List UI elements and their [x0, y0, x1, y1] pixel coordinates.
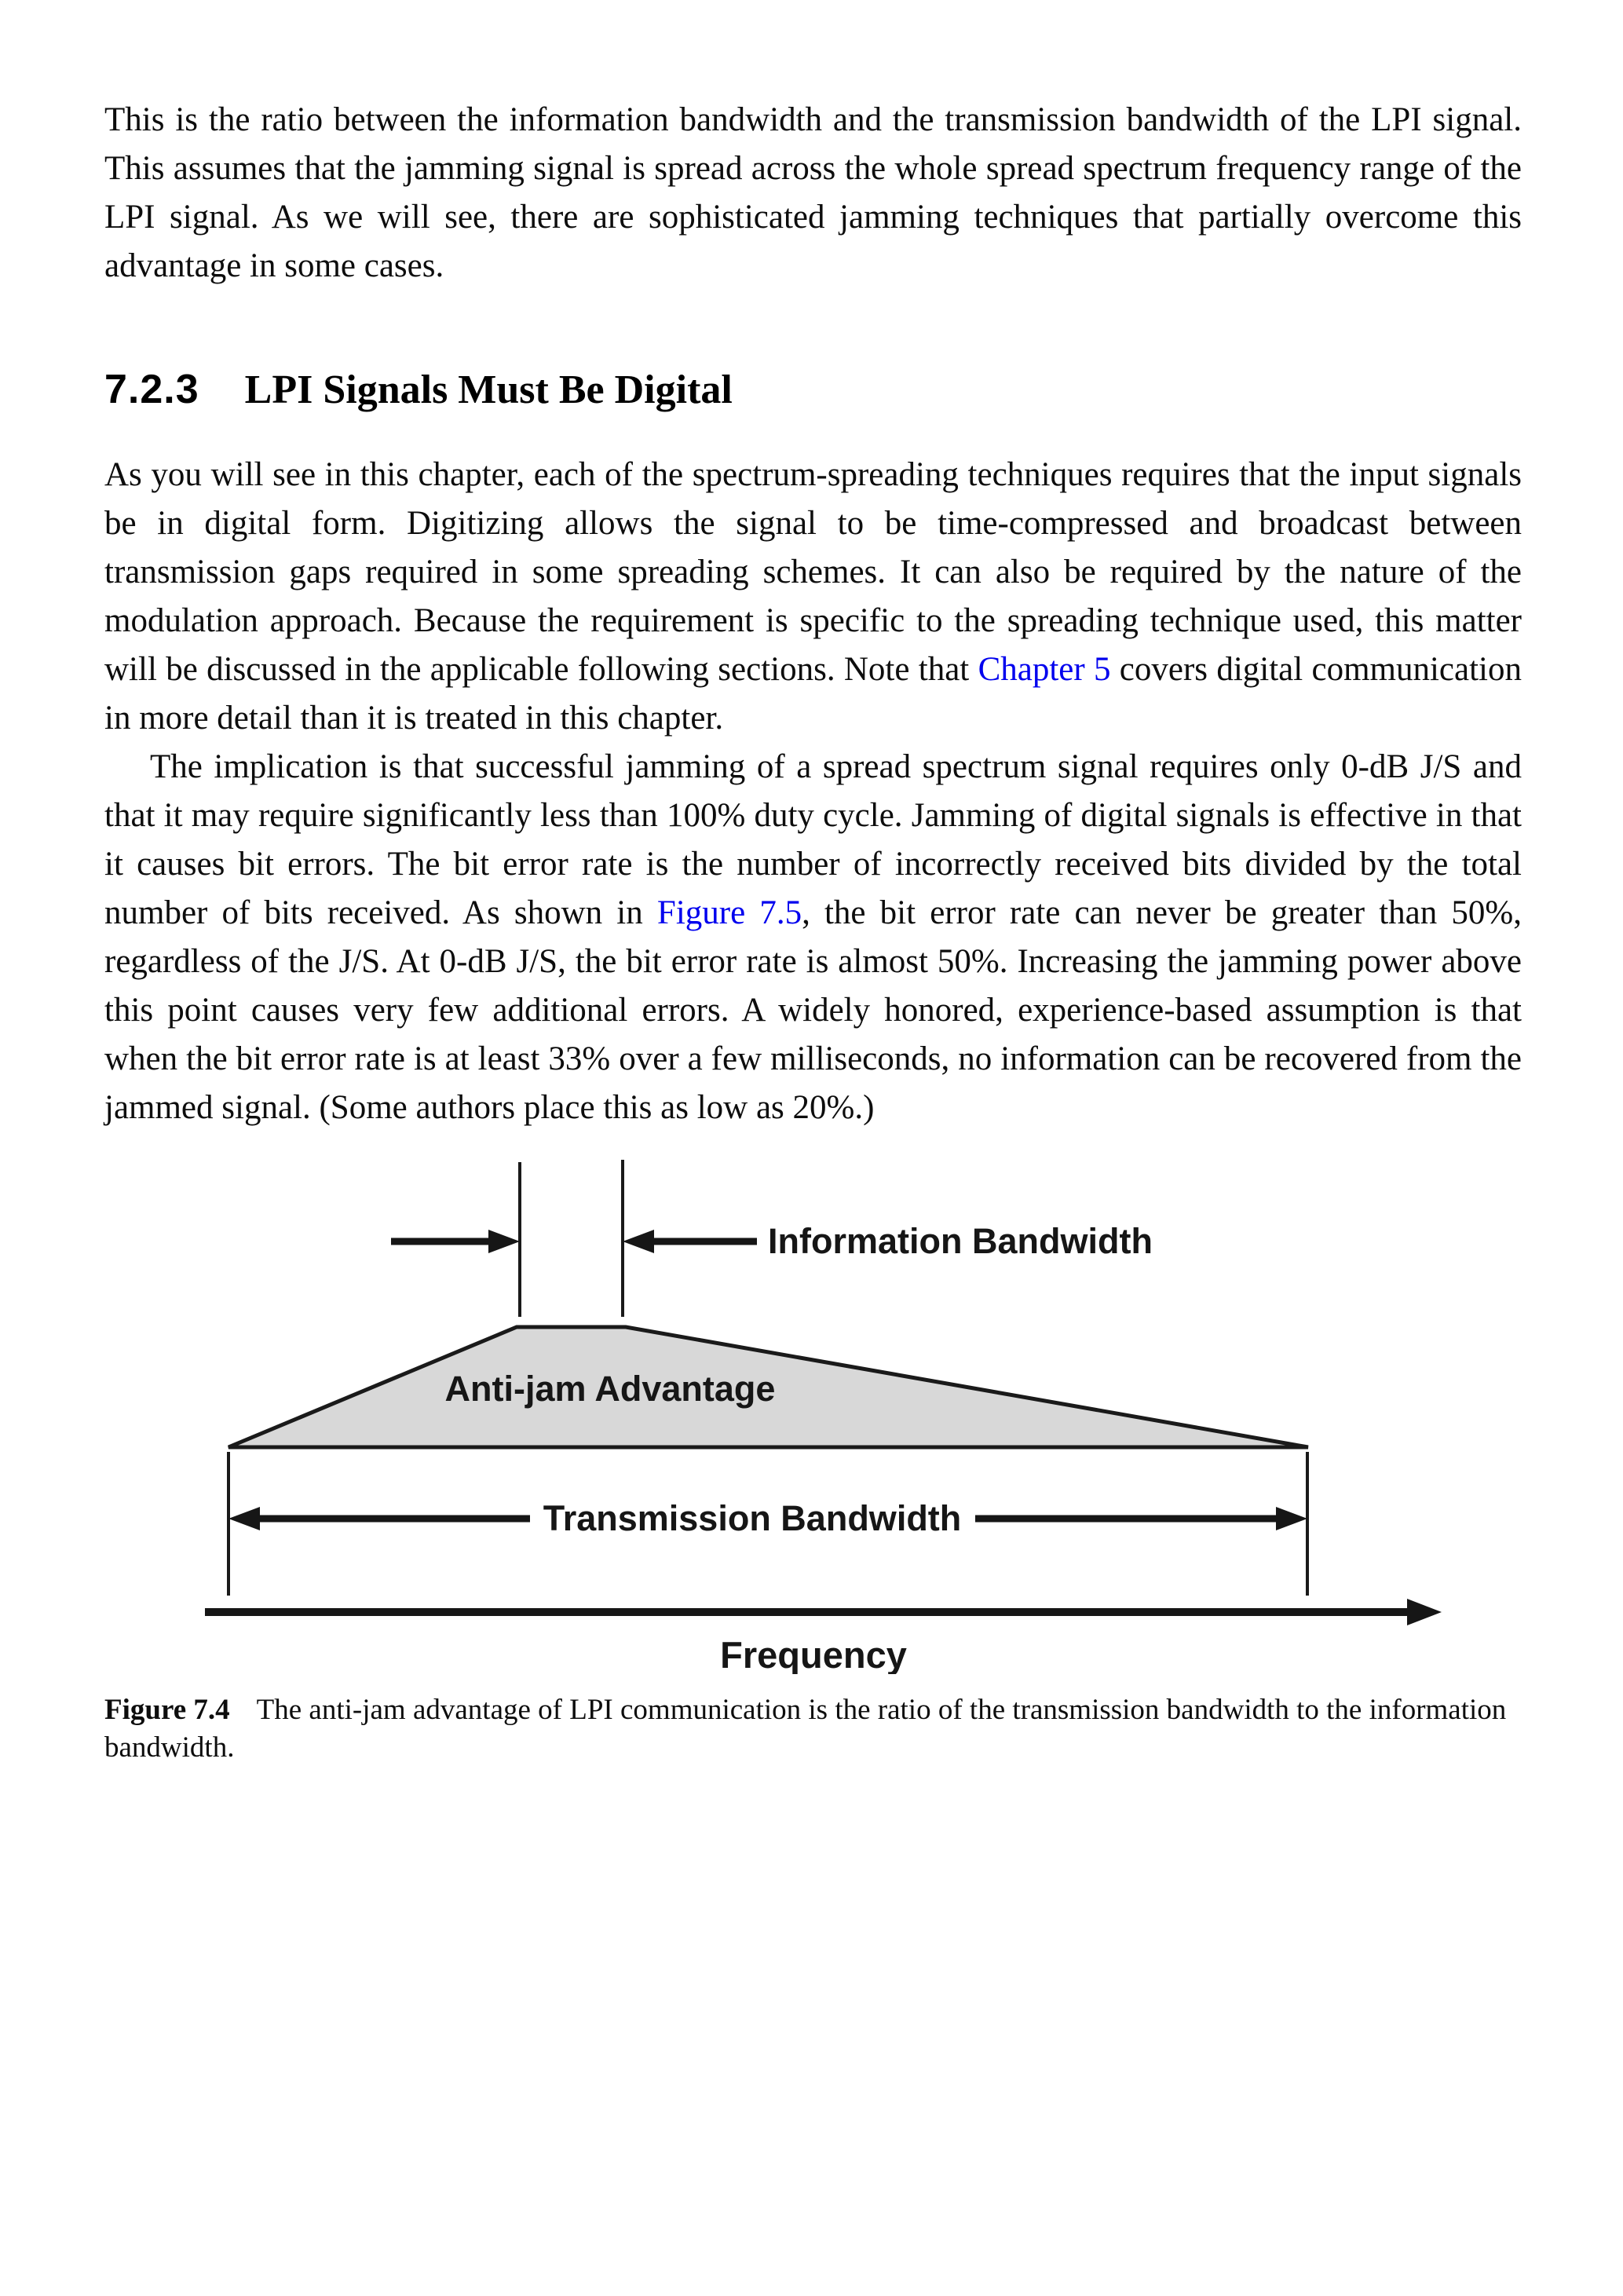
- transmission-bandwidth-label: Transmission Bandwidth: [543, 1498, 962, 1538]
- bandwidth-diagram-svg: [193, 1156, 1465, 1674]
- chapter-5-link[interactable]: Chapter 5: [978, 651, 1111, 688]
- section-heading: [104, 366, 1522, 413]
- paragraph-jamming-implication-text: The implication is that successful jamming of a spread spectrum signal requires only 0-dB J/S and that it may require significantly less than 100% duty cycle. Jamming of digital signals is effective in that it causes bit errors. The bit error rate is the number of incorrectly received bits divided by the total number of bits received. As shown in: [104, 748, 1522, 931]
- transmission-bandwidth-right-arrowhead-icon: [1276, 1507, 1307, 1530]
- anti-jam-advantage-label: Anti-jam Advantage: [444, 1369, 776, 1409]
- section-number: 7.2.3: [104, 367, 199, 412]
- paragraph-antijam-ratio: This is the ratio between the information bandwidth and the transmission bandwidth of the LPI signal. This assumes that the jamming signal is spread across the whole spread spectrum frequency range of the LPI signal. As we will see, there are sophisticated jamming techniques that partially overcome this advantage in some cases.: [104, 101, 1522, 284]
- figure-7-5-link[interactable]: Figure 7.5: [656, 894, 802, 931]
- paragraph-digital-form: [104, 451, 1522, 743]
- paragraph-digital-form-text-after: covers digital communication in more detail than it is treated in this chapter.: [104, 651, 1522, 737]
- figure-caption-text: The anti-jam advantage of LPI communication is the ratio of the transmission bandwidth to the information bandwidth.: [104, 1694, 1507, 1764]
- figure-caption-number: Figure 7.4: [104, 1694, 230, 1726]
- information-bandwidth-right-arrowhead-icon: [623, 1230, 654, 1253]
- section-title: LPI Signals Must Be Digital: [244, 367, 733, 412]
- paragraph-jamming-implication: [104, 743, 1522, 1132]
- frequency-axis-label: Frequency: [720, 1634, 907, 1674]
- figure-7-4-caption: [104, 1691, 1522, 1767]
- paragraph-jamming-implication-text-after: , the bit error rate can never be greater than 50%, regardless of the J/S. At 0-dB J/S, the bit error rate is almost 50%. Increasing the jamming power above this point causes very few additional errors. A widely honored, experience-based assumption is that when the bit error rate is at least 33% over a few milliseconds, no information can be recovered from the jammed signal. (Some authors place this as low as 20%.): [104, 894, 1522, 1126]
- information-bandwidth-label: Information Bandwidth: [768, 1221, 1153, 1261]
- paragraph-digital-form-text: As you will see in this chapter, each of the spectrum-spreading techniques requires that the input signals be in digital form. Digitizing allows the signal to be time-compressed and broadcast between transmission gaps required in some spreading schemes. It can also be required by the nature of the modulation approach. Because the requirement is specific to the spreading technique used, this matter will be discussed in the applicable following sections. Note that: [104, 456, 1522, 688]
- figure-7-4-diagram: [193, 1156, 1465, 1674]
- information-bandwidth-left-arrowhead-icon: [488, 1230, 520, 1253]
- frequency-axis-arrowhead-icon: [1407, 1599, 1442, 1625]
